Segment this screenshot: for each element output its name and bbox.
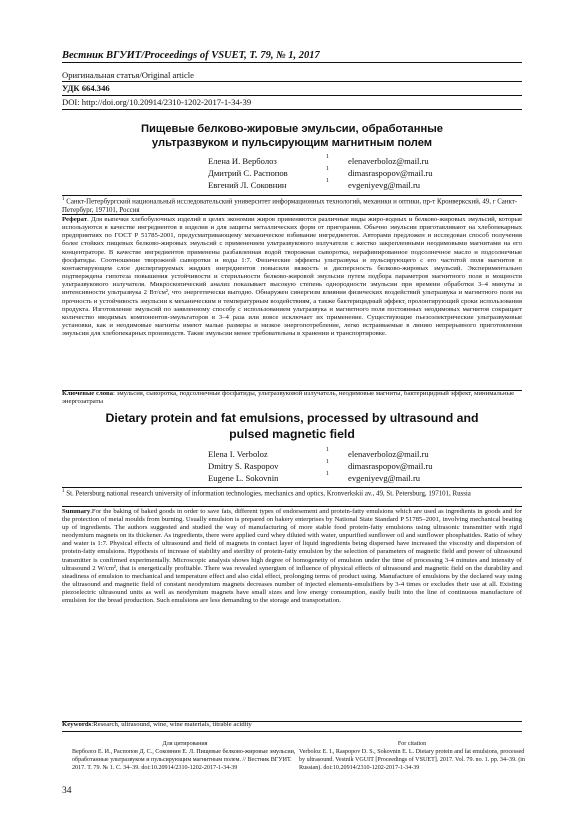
affiliation-sup: 1 [62,197,65,202]
author-affil-sup: 1 [326,459,329,465]
title-en [62,410,522,442]
keywords-en [62,721,522,729]
divider [62,109,522,110]
citation-en-text: Verboloz E. I., Raspopov D. S., Sokovnin E. L. Dietary protein and fat emulsions, processed by ultrasound. Vestnik VGUIT [Proceedings of VSUET]. 2017. Vol. 79. no. 1. pp. 34–39. (in Russian). doi:10.20914/2310-1202-2017-1-34-39 [299,748,525,771]
doi: DOI: http://doi.org/10.20914/2310-1202-2017-1-34-39 [62,97,252,107]
author-affil-sup: 1 [326,447,329,453]
citation-ru-heading: Для цитирования [162,741,208,747]
abstract-label: Summary [62,508,91,515]
citation-ru-text: Верболоз Е. И., Распопов Д. С., Соковнин Е. Л. Пищевые белково-жировые эмульсии, обработанные ультразвуком и пульсирующим магнитным полем. // Вестник ВГУИТ. 2017. Т. 79. № 1. С. 34–39. doi:10.20914/2310-1202-2017-1-34-39 [72,748,296,771]
author-row [208,461,528,473]
author-email[interactable]: dimasraspopov@mail.ru [348,168,433,178]
author-name: Дмитрий С. Распопов [208,168,288,178]
title-ru-line-1: Пищевые белково-жировые эмульсии, обработанные [140,123,444,135]
title-en-line-1: Dietary protein and fat emulsions, processed by ultrasound and [105,411,479,425]
divider [62,506,522,507]
title-ru-line-2: ультразвуком и пульсирующим магнитным полем [151,137,433,149]
author-row [208,168,528,180]
divider [62,731,522,732]
author-email[interactable]: elenaverboloz@mail.ru [348,449,429,459]
citation-ru [72,741,298,773]
abstract-ru [62,216,522,338]
article-type: Оригинальная статья/Original article [62,70,194,80]
affiliation-sup: 1 [62,489,65,494]
keywords-text: :Research, ultrasound, wine, wine materials, titrable acidity [91,721,252,728]
author-name: Eugene L. Sokovnin [208,473,279,483]
title-ru [62,122,522,150]
author-affil-sup: 1 [326,154,329,160]
author-row [208,449,528,461]
author-email[interactable]: dimasraspopov@mail.ru [348,461,433,471]
author-name: Евгений Л. Соковнин [208,180,287,190]
author-name: Dmitry S. Raspopov [208,461,279,471]
divider [62,214,522,215]
author-email[interactable]: elenaverboloz@mail.ru [348,156,429,166]
keywords-ru [62,390,522,406]
author-row [208,156,528,168]
affiliation-ru [62,196,522,215]
udk: УДК 664.346 [62,83,110,93]
abstract-en [62,508,522,605]
abstract-label: Реферат [62,216,88,223]
author-name: Елена И. Верболоз [208,156,277,166]
divider [62,95,522,96]
author-name: Elena I. Verboloz [208,449,268,459]
divider [62,81,522,82]
authors-en [208,449,528,485]
affiliation-text: Санкт-Петербургский национальный исследовательский университет информационных технологий, механики и оптики, пр-т Кронверкский, 49, г Санкт-Петербург, 197101, Россия [62,198,518,214]
keywords-label: Ключевые слова [62,390,113,397]
keywords-label: Keywords [62,721,92,728]
author-row [208,473,528,485]
page-number: 34 [62,786,72,796]
title-en-line-2: pulsed magnetic field [229,427,355,441]
citation-en [299,741,525,773]
author-affil-sup: 1 [326,166,329,172]
authors-ru [208,156,528,192]
citation-en-heading: For citation [397,741,427,747]
author-affil-sup: 1 [326,471,329,477]
journal-header: Вестник ВГУИТ/Proceedings of VSUET, Т. 79, № 1, 2017 [62,50,522,63]
affiliation-text: St. Petersburg national research university of information technologies, mechanics and optics, Kronverkskii av., 49, St. Petersburg, 197101, Russia [66,490,471,498]
affiliation-en [62,488,522,499]
keywords-text: : эмульсия, сыворотка, подсолнечные фосфатиды, ультразвуковой излучатель, неодимовые магниты, бактерицидный эффект, минимальные энергозатраты [62,390,515,406]
abstract-text: .For the baking of baked goods in order to save fats, different types of endorsement and protein-fatty emulsions which are used as ingredients in goods and for the protection of metal moulds from burning. Usually emulsion is prepared on bakery enterprises by National State Standard P 51785–2001, involving mechanical beating up of ingredients. The authors suggested and studied the way of manufacturing of more stable food protein-fatty emulsions using ultrasonic transmitter with rigid neodymium magnets on its thickener. As ingredients, there were applied curd whey diluted with water, unpurified sunflower oil and sunflower phosphatides. Ratio of whey and water is 1:7. Physical effects of ultrasound and field of magnets in contact layer of liquid ingredients being dispersed have increased the viscosity and dispersion of protein-fatty emulsions. Hypothesis of increase of stability and sterility of protein-fatty emulsion by the selection of parameters of magnetic field and power of ultrasound transmitter is confirmed experimentally. Microscopic analysis shows high degree of homogeneity of emulsion under the time of processing 3-4 minutes and intensity of ultrasound 2 W/cm², that is energetically profitable. There was revealed synergism of influence of physical effects of ultrasound and magnetic field on the durability and steadiness of emulsion to mechanical and temperature effect and also cidal effect, prolonging terms of product using. Manufacture of emulsions by the declared way using the ultrasound and magnetic field of constant neodymium magnets decreases number of injected elements-emulsifiers by 3-4 times or excludes their use at all. Existing piezoelectric ultrasound units as well as neodymium magnets have small sizes and low energy consumption, easily built into the line of continuous manufacture of emulsion for the bread production. Such emulsions are less demanding to the storage and transportation. [62,508,522,605]
abstract-text: . Для выпечки хлебобулочных изделий в целях экономии жиров применяются различные виды жиро-водных и белково-жировых эмульсий, которые используются в качестве ингредиентов в изделия и для защиты металлических форм от пригорания. Обычно эмульсии приготавливают на хлебопекарных предприятиях по ГОСТ Р 51785-2001, предусматривающему механическое взбивание ингредиентов. Авторами предложен и исследован способ получения более стойких пищевых белково-жировых эмульсий с применением ультразвукового излучателя с жестко закрепленными неодимовыми магнитами на его концентраторе. В качестве ингредиентов применены разбавленная водой творожная сыворотка, нерафинированное подсолнечное масло и подсолнечные фосфатиды. Соотношение творожной сыворотки и воды 1:7. Физические эффекты ультразвука и пульсирующего с его частотой поля магнитов в контактирующем слое диспергируемых жидких ингредиентов повысили вязкость и дисперсность белково-жировых эмульсий. Экспериментально подтверждена гипотеза повышения устойчивости и стерильности белково-жировой эмульсии путем подбора параметров магнитного поля и мощности ультразвукового излучателя. Микроскопический анализ показывает высокую степень однородности эмульсии при времени обработки 3–4 минуты и интенсивности ультразвука 2 Вт/см², что энергетически выгодно. Обнаружен синергизм влияния физических воздействий ультразвука и магнитного поля на прочность и устойчивость эмульсии к механическим и температурным воздействиям, а также бактерицидный эффект, пролонгирующий сроки использования продукта. Изготовление эмульсий по заявленному способу с использованием ультразвука и магнитного поля постоянных неодимовых магнитов сокращает количество вводимых компонентов-эмульгаторов в 3–4 раза или вовсе исключает их применение. Существующие пьезоэлектрические ультразвуковые установки, как и неодимовые магниты имеют малые размеры и низкое энергопотребление, легко встраиваемые в линию непрерывного приготовления эмульсии для хлебопекарных производств. Такие эмульсии менее требовательны в хранении и транспортировке. [62,216,522,338]
author-email[interactable]: evgeniyevg@mail.ru [348,180,421,190]
author-affil-sup: 1 [326,178,329,184]
author-row [208,180,528,192]
author-email[interactable]: evgeniyevg@mail.ru [348,473,421,483]
